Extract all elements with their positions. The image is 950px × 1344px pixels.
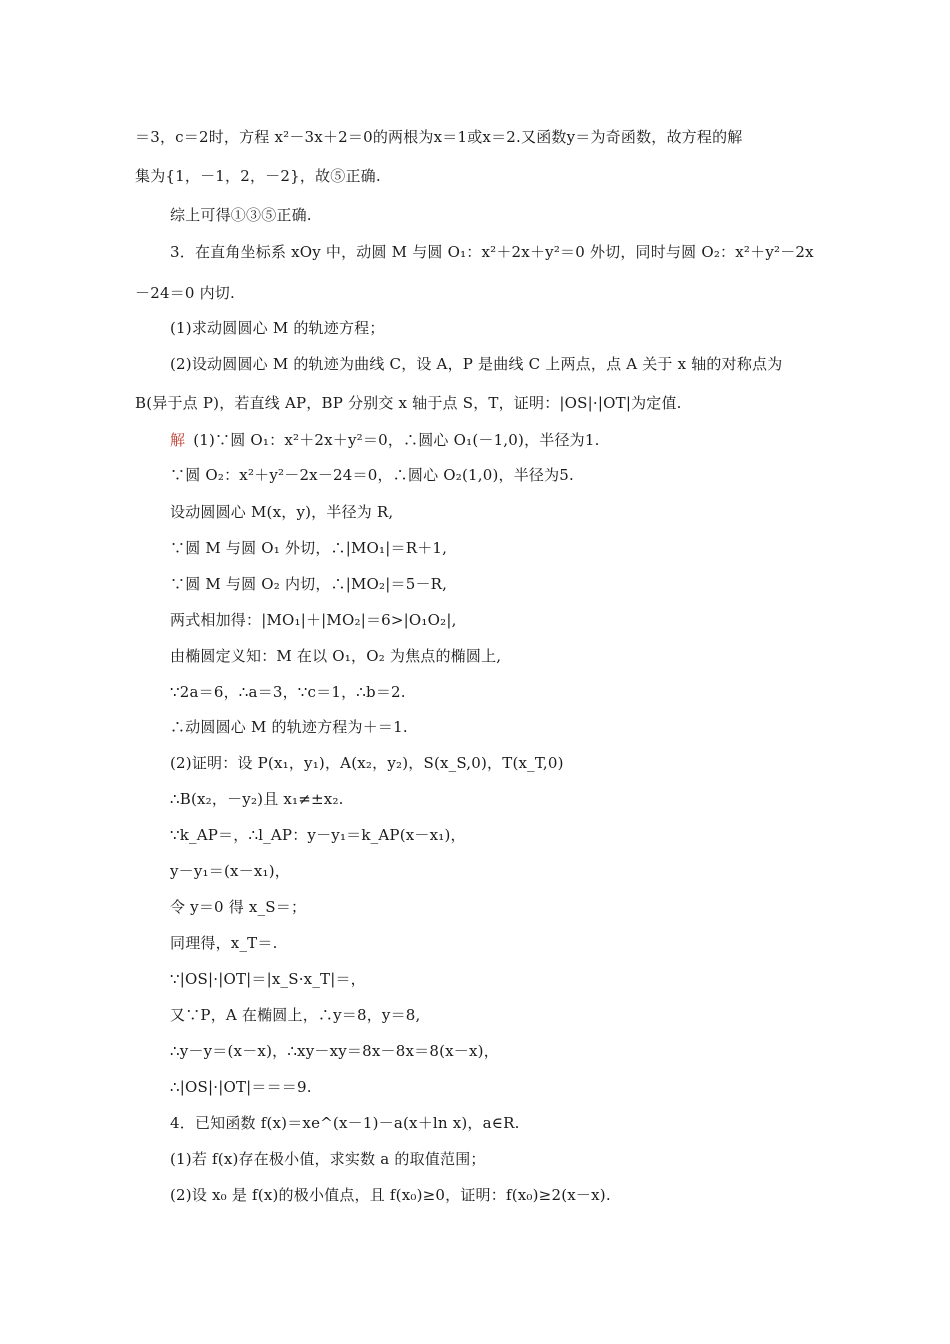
text-line: 又∵P，A 在椭圆上，∴y＝8，y＝8,	[170, 1006, 421, 1024]
text-line: 令 y＝0 得 x_S＝；	[170, 898, 307, 916]
text-line: B(异于点 P)，若直线 AP，BP 分别交 x 轴于点 S，T，证明：|OS|·|OT|为定值.	[135, 394, 682, 412]
text-line: ＝3，c＝2时，方程 x²－3x＋2＝0的两根为x＝1或x＝2.又函数y＝为奇函数，故方程的解	[135, 128, 743, 146]
text-line: 由椭圆定义知：M 在以 O₁，O₂ 为焦点的椭圆上,	[170, 647, 502, 665]
text-line: －24＝0 内切.	[135, 284, 235, 302]
text-line: ∴动圆圆心 M 的轨迹方程为＋＝1.	[170, 718, 408, 736]
text-line: ∵k_AP＝，∴l_AP：y－y₁＝k_AP(x－x₁)，	[170, 826, 466, 844]
problem-3-line: 3．在直角坐标系 xOy 中，动圆 M 与圆 O₁：x²＋2x＋y²＝0 外切，同时与圆 O₂：x²＋y²－2x	[170, 243, 814, 261]
text-line: 同理得，x_T＝.	[170, 934, 278, 952]
text-line: ∵圆 O₂：x²＋y²－2x－24＝0，∴圆心 O₂(1,0)，半径为5.	[170, 466, 575, 484]
text-line: (2)设 x₀ 是 f(x)的极小值点，且 f(x₀)≥0，证明：f(x₀)≥2(x－x).	[170, 1186, 611, 1204]
text-line: ∵|OS|·|OT|＝|x_S·x_T|＝，	[170, 970, 366, 988]
text-line: 综上可得①③⑤正确.	[170, 206, 312, 224]
text-line: y－y₁＝(x－x₁)，	[170, 862, 290, 880]
text-line: (1)若 f(x)存在极小值，求实数 a 的取值范围；	[170, 1150, 486, 1168]
text-line: ∵圆 M 与圆 O₂ 内切，∴|MO₂|＝5－R,	[170, 575, 448, 593]
problem-4-line: 4．已知函数 f(x)＝xe^(x－1)－a(x＋ln x)，a∈R.	[170, 1114, 520, 1132]
text-line: ∵2a＝6，∴a＝3，∵c＝1，∴b＝2.	[170, 683, 406, 701]
text-line: (2)设动圆圆心 M 的轨迹为曲线 C，设 A，P 是曲线 C 上两点，点 A 关于 x 轴的对称点为	[170, 355, 783, 373]
text-line: (2)证明：设 P(x₁，y₁)，A(x₂，y₂)，S(x_S,0)，T(x_T,0)	[170, 754, 564, 772]
text-line: ∴y－y＝(x－x)，∴xy－xy＝8x－8x＝8(x－x)，	[170, 1042, 499, 1060]
text-line: ∴B(x₂，－y₂)且 x₁≠±x₂.	[170, 790, 344, 808]
text-line: 两式相加得：|MO₁|＋|MO₂|＝6>|O₁O₂|,	[170, 611, 457, 629]
text-line: 集为{1，－1，2，－2}，故⑤正确.	[135, 167, 381, 185]
text-line: (1)求动圆圆心 M 的轨迹方程；	[170, 319, 385, 337]
text-line: ∵圆 M 与圆 O₁ 外切，∴|MO₁|＝R＋1,	[170, 539, 448, 557]
solution-label: 解	[170, 431, 186, 449]
text-line: ∴|OS|·|OT|＝＝＝9.	[170, 1078, 312, 1096]
solution-line	[170, 430, 600, 450]
text-line: 设动圆圆心 M(x，y)，半径为 R,	[170, 503, 394, 521]
solution-text: (1)∵圆 O₁：x²＋2x＋y²＝0，∴圆心 O₁(－1,0)，半径为1.	[193, 431, 600, 449]
